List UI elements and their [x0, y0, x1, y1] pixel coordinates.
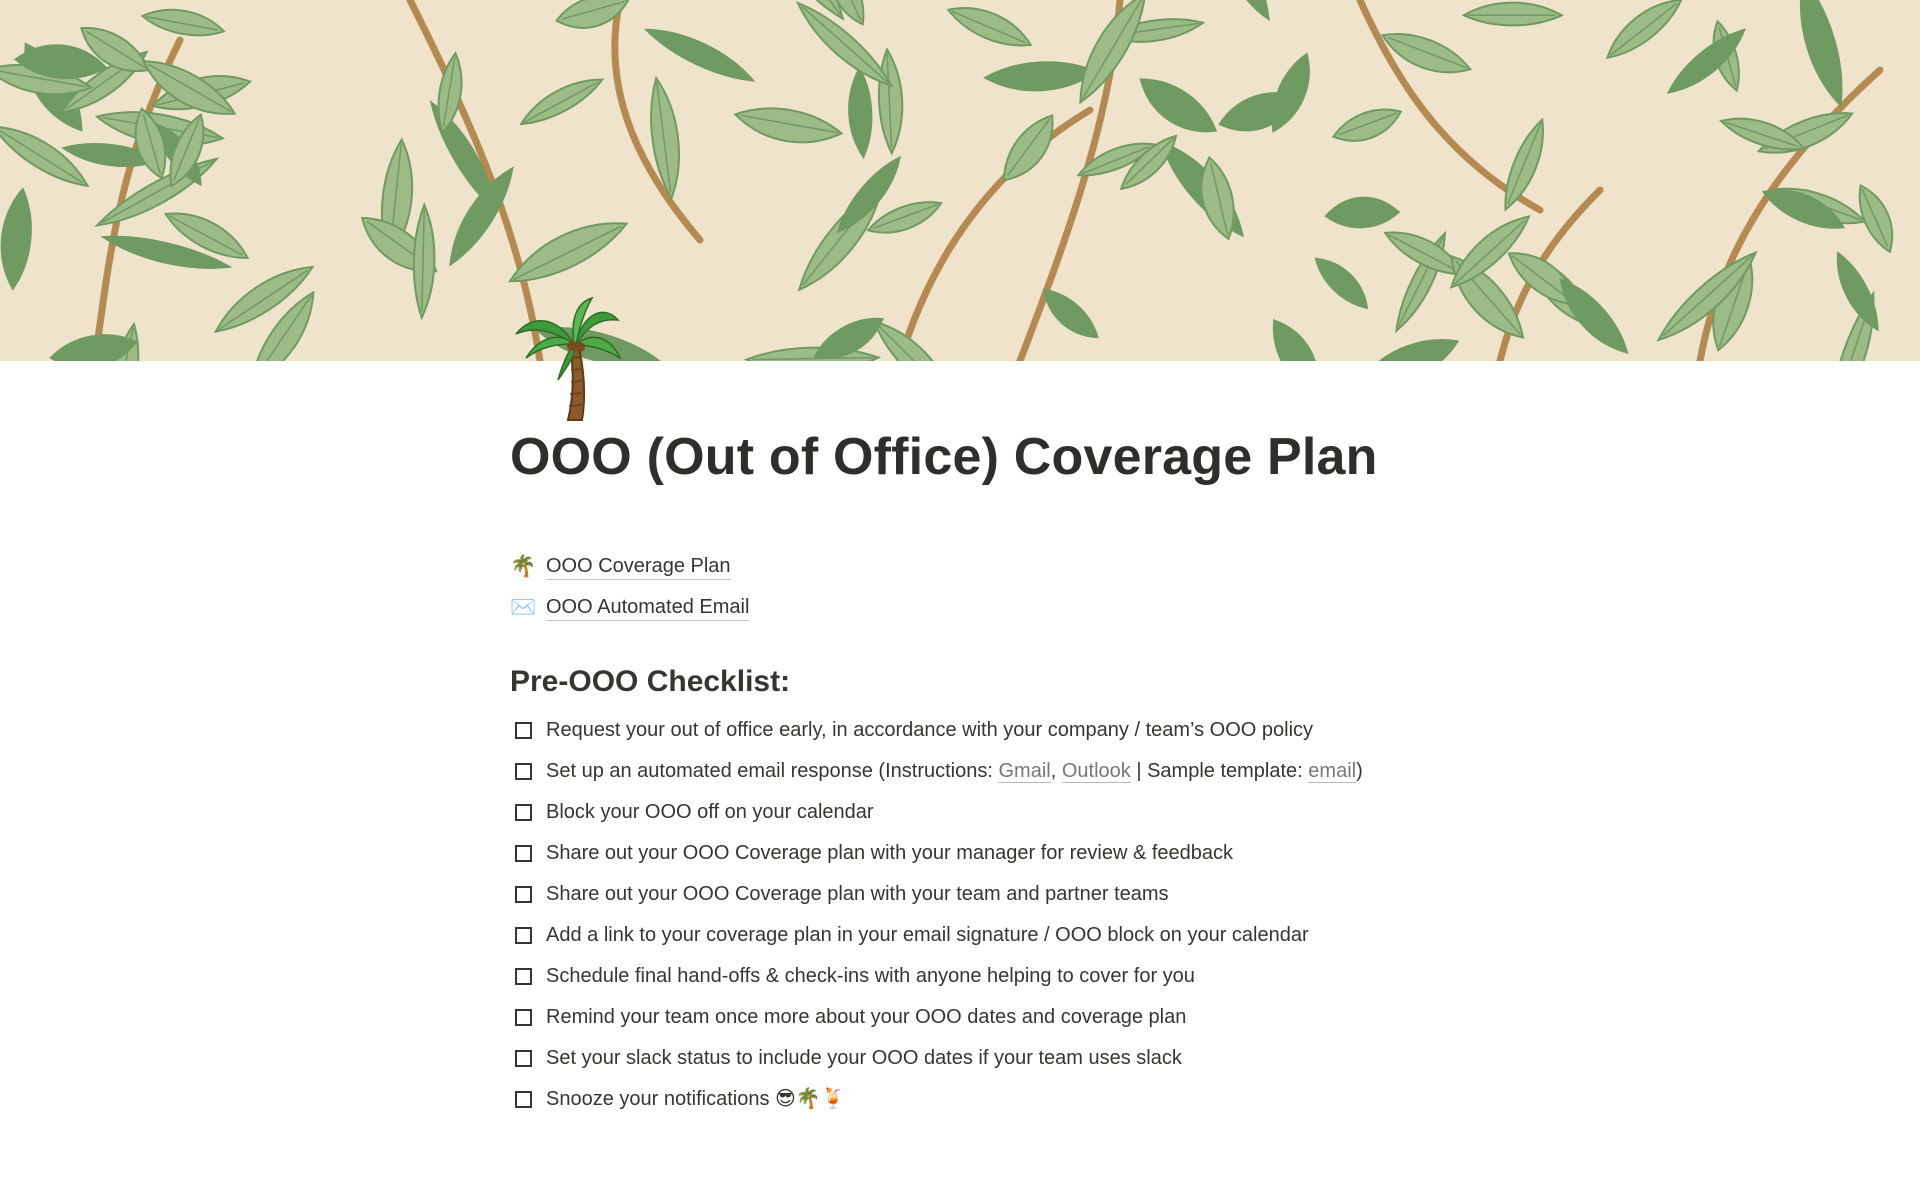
todo-item — [510, 1038, 1410, 1079]
todo-checkbox[interactable] — [515, 968, 532, 985]
page-link-label[interactable]: OOO Automated Email — [546, 594, 749, 621]
todo-item — [510, 792, 1410, 833]
outlook-link[interactable]: Outlook — [1061, 760, 1131, 782]
todo-text[interactable]: Remind your team once more about your OOO dates and coverage plan — [546, 1006, 1187, 1028]
gmail-link[interactable]: Gmail — [998, 760, 1051, 782]
todo-text[interactable] — [546, 756, 1406, 787]
todo-text[interactable]: Share out your OOO Coverage plan with your manager for review & feedback — [546, 842, 1234, 864]
envelope-icon: ✉️ — [510, 595, 537, 619]
page-link-ooo-automated-email[interactable] — [510, 587, 1410, 628]
todo-item — [510, 833, 1410, 874]
todo-text-part: , — [1050, 760, 1062, 782]
todo-text[interactable]: Request your out of office early, in accordance with your company / team’s OOO policy — [546, 719, 1314, 741]
leaf-pattern — [0, 0, 1920, 361]
todo-item — [510, 1079, 1410, 1120]
todo-checkbox[interactable] — [515, 763, 532, 780]
page-title: OOO (Out of Office) Coverage Plan — [510, 428, 1378, 486]
todo-text[interactable]: Block your OOO off on your calendar — [546, 801, 874, 823]
todo-item — [510, 710, 1410, 751]
todo-checkbox[interactable] — [515, 845, 532, 862]
page-links — [510, 546, 1410, 628]
todo-checkbox[interactable] — [515, 886, 532, 903]
todo-checkbox[interactable] — [515, 1050, 532, 1067]
todo-text-part: Set up an automated email response (Instructions: — [546, 760, 999, 782]
todo-text[interactable]: Share out your OOO Coverage plan with your team and partner teams — [546, 883, 1169, 905]
todo-checkbox[interactable] — [515, 927, 532, 944]
todo-checkbox[interactable] — [515, 1009, 532, 1026]
email-template-link[interactable]: email — [1308, 760, 1357, 782]
todo-item — [510, 915, 1410, 956]
cover-image — [0, 0, 1920, 361]
palm-tree-icon: 🌴 — [510, 554, 537, 578]
todo-text[interactable]: Snooze your notifications 😎🌴🍹 — [546, 1088, 846, 1110]
todo-text[interactable]: Schedule final hand-offs & check-ins with anyone helping to cover for you — [546, 965, 1195, 987]
page-content — [510, 420, 1410, 1120]
todo-item — [510, 751, 1410, 792]
palm-tree-icon[interactable] — [512, 296, 622, 422]
todo-item — [510, 956, 1410, 997]
todo-text-part: | Sample template: — [1130, 760, 1309, 782]
todo-text[interactable]: Add a link to your coverage plan in your email signature / OOO block on your calendar — [546, 924, 1309, 946]
todo-text[interactable]: Set your slack status to include your OOO dates if your team uses slack — [546, 1047, 1182, 1069]
checklist — [510, 710, 1410, 1120]
todo-checkbox[interactable] — [515, 1091, 532, 1108]
todo-checkbox[interactable] — [515, 722, 532, 739]
page-link-ooo-coverage-plan[interactable] — [510, 546, 1410, 587]
todo-checkbox[interactable] — [515, 804, 532, 821]
todo-item — [510, 874, 1410, 915]
todo-text-part: ) — [1356, 760, 1363, 782]
page-link-label[interactable]: OOO Coverage Plan — [546, 553, 731, 580]
checklist-heading: Pre-OOO Checklist: — [510, 665, 791, 698]
todo-item — [510, 997, 1410, 1038]
